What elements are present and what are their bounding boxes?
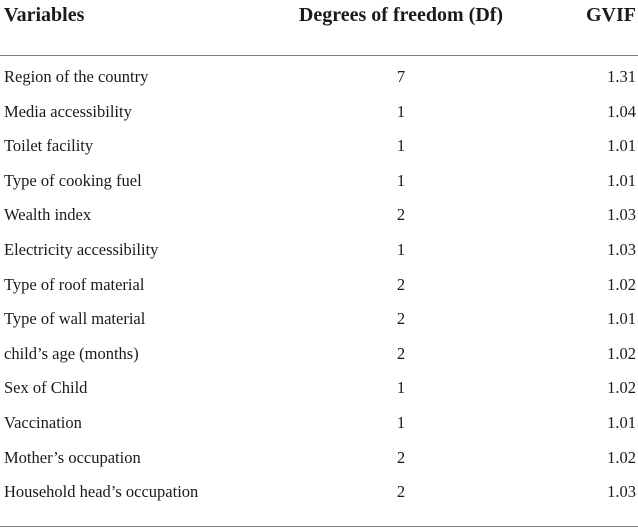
row-variable: Vaccination — [4, 412, 82, 432]
row-variable: Region of the country — [4, 67, 149, 86]
row-df: 2 — [396, 482, 406, 502]
row-variable: Mother’s occupation — [4, 447, 141, 467]
row-df: 1 — [396, 101, 406, 121]
row-variable: child’s age (months) — [4, 343, 139, 363]
row-variable: Electricity accessibility — [4, 239, 159, 259]
bottom-rule — [0, 526, 638, 527]
row-variable: Type of wall material — [4, 309, 146, 329]
row-gvif: 1.01 — [607, 412, 636, 432]
row-df: 2 — [396, 309, 406, 329]
table-row — [0, 198, 638, 233]
row-gvif: 1.02 — [607, 274, 636, 294]
row-gvif: 1.01 — [607, 309, 636, 329]
table-row — [0, 129, 638, 164]
row-df: 1 — [396, 239, 406, 259]
header-degrees-of-freedom: Degrees of freedom (Df) — [298, 4, 504, 26]
header-gvif: GVIF — [586, 4, 636, 26]
header-variables: Variables — [4, 4, 85, 26]
row-df: 1 — [396, 412, 406, 432]
row-gvif: 1.02 — [607, 343, 636, 363]
row-df: 7 — [396, 67, 406, 86]
table-row — [0, 233, 638, 268]
table-row — [0, 371, 638, 406]
row-variable: Type of cooking fuel — [4, 170, 142, 190]
row-gvif: 1.03 — [607, 239, 636, 259]
row-variable: Household head’s occupation — [4, 482, 199, 502]
table-row — [0, 441, 638, 476]
row-gvif: 1.03 — [607, 482, 636, 502]
row-variable: Sex of Child — [4, 378, 88, 398]
table-body — [0, 56, 638, 510]
row-df: 2 — [396, 343, 406, 363]
table-row — [0, 268, 638, 303]
table-row — [0, 95, 638, 130]
table-row — [0, 475, 638, 510]
table-row — [0, 406, 638, 441]
row-variable: Type of roof material — [4, 274, 145, 294]
row-gvif: 1.01 — [607, 136, 636, 156]
row-df: 1 — [396, 136, 406, 156]
row-gvif: 1.02 — [607, 447, 636, 467]
row-variable: Toilet facility — [4, 136, 94, 156]
row-df: 1 — [396, 170, 406, 190]
row-df: 2 — [396, 447, 406, 467]
row-df: 2 — [396, 205, 406, 225]
row-variable: Media accessibility — [4, 101, 132, 121]
table-header — [0, 0, 638, 56]
row-gvif: 1.02 — [607, 378, 636, 398]
row-gvif: 1.04 — [607, 101, 636, 121]
row-variable: Wealth index — [4, 205, 92, 225]
row-gvif: 1.31 — [607, 67, 636, 86]
row-gvif: 1.01 — [607, 170, 636, 190]
row-df: 1 — [396, 378, 406, 398]
row-gvif: 1.03 — [607, 205, 636, 225]
row-df: 2 — [396, 274, 406, 294]
table-row — [0, 60, 638, 95]
table-row — [0, 164, 638, 199]
table-row — [0, 302, 638, 337]
table-row — [0, 337, 638, 372]
